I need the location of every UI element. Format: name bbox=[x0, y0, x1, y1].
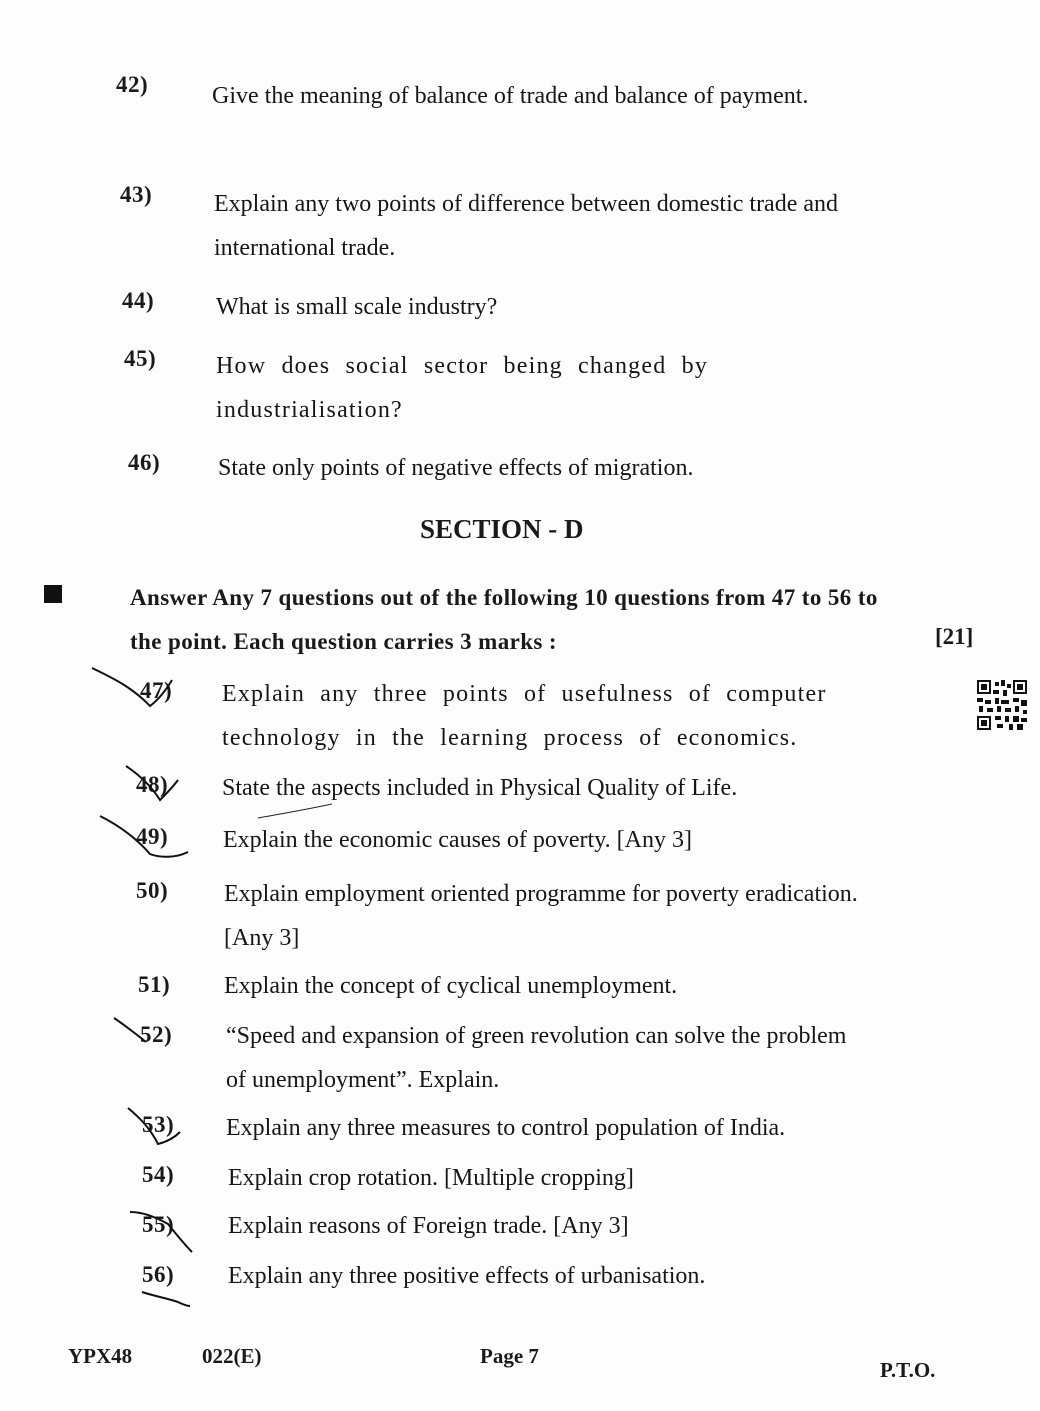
question-text: Explain the economic causes of poverty. [Any 3] bbox=[223, 827, 692, 853]
section-marks: [21] bbox=[935, 624, 974, 649]
section-title: SECTION - D bbox=[420, 514, 584, 544]
section-instructions: Answer Any 7 questions out of the following 10 questions from 47 to 56 to the point. Each question carries 3 marks : bbox=[130, 585, 878, 654]
question-number: 42) bbox=[116, 72, 149, 97]
square-bullet-icon bbox=[44, 585, 62, 603]
question-number: 51) bbox=[138, 972, 171, 997]
question-text: How does social sector being changed by industrialisation? bbox=[216, 353, 709, 423]
question-text: Explain any two points of difference between domestic trade and international trade. bbox=[214, 191, 839, 261]
question-number: 44) bbox=[122, 288, 155, 313]
question-number: 48) bbox=[136, 772, 169, 797]
question-text: Explain employment oriented programme for poverty eradication. [Any 3] bbox=[224, 881, 858, 951]
footer-code: YPX48 bbox=[68, 1344, 133, 1368]
footer-paper-code: 022(E) bbox=[202, 1344, 262, 1368]
question-number: 45) bbox=[124, 346, 157, 371]
question-text: Explain crop rotation. [Multiple cropping] bbox=[228, 1165, 634, 1191]
question-number: 55) bbox=[142, 1212, 175, 1237]
question-number: 52) bbox=[140, 1022, 173, 1047]
question-text: State only points of negative effects of migration. bbox=[218, 455, 694, 481]
question-text: What is small scale industry? bbox=[216, 294, 498, 320]
question-text: Explain any three points of usefulness of computer technology in the learning process of economics. bbox=[222, 681, 827, 751]
footer-pto: P.T.O. bbox=[880, 1358, 936, 1382]
question-text: Give the meaning of balance of trade and balance of payment. bbox=[212, 83, 809, 109]
footer-page-number: Page 7 bbox=[480, 1344, 539, 1368]
question-text: “Speed and expansion of green revolution can solve the problem of unemployment”. Explain. bbox=[226, 1023, 847, 1093]
question-text: Explain any three measures to control population of India. bbox=[226, 1115, 786, 1141]
question-text: Explain the concept of cyclical unemployment. bbox=[224, 973, 678, 999]
qr-code-icon bbox=[977, 680, 1027, 730]
question-number: 50) bbox=[136, 878, 169, 903]
question-number: 46) bbox=[128, 450, 161, 475]
question-text: State the aspects included in Physical Quality of Life. bbox=[222, 775, 738, 801]
question-number: 56) bbox=[142, 1262, 175, 1287]
question-text: Explain reasons of Foreign trade. [Any 3] bbox=[228, 1213, 629, 1239]
question-text: Explain any three positive effects of urbanisation. bbox=[228, 1263, 706, 1289]
question-number: 49) bbox=[136, 824, 169, 849]
question-number: 47) bbox=[140, 678, 173, 703]
question-number: 43) bbox=[120, 182, 153, 207]
question-number: 53) bbox=[142, 1112, 175, 1137]
question-number: 54) bbox=[142, 1162, 175, 1187]
